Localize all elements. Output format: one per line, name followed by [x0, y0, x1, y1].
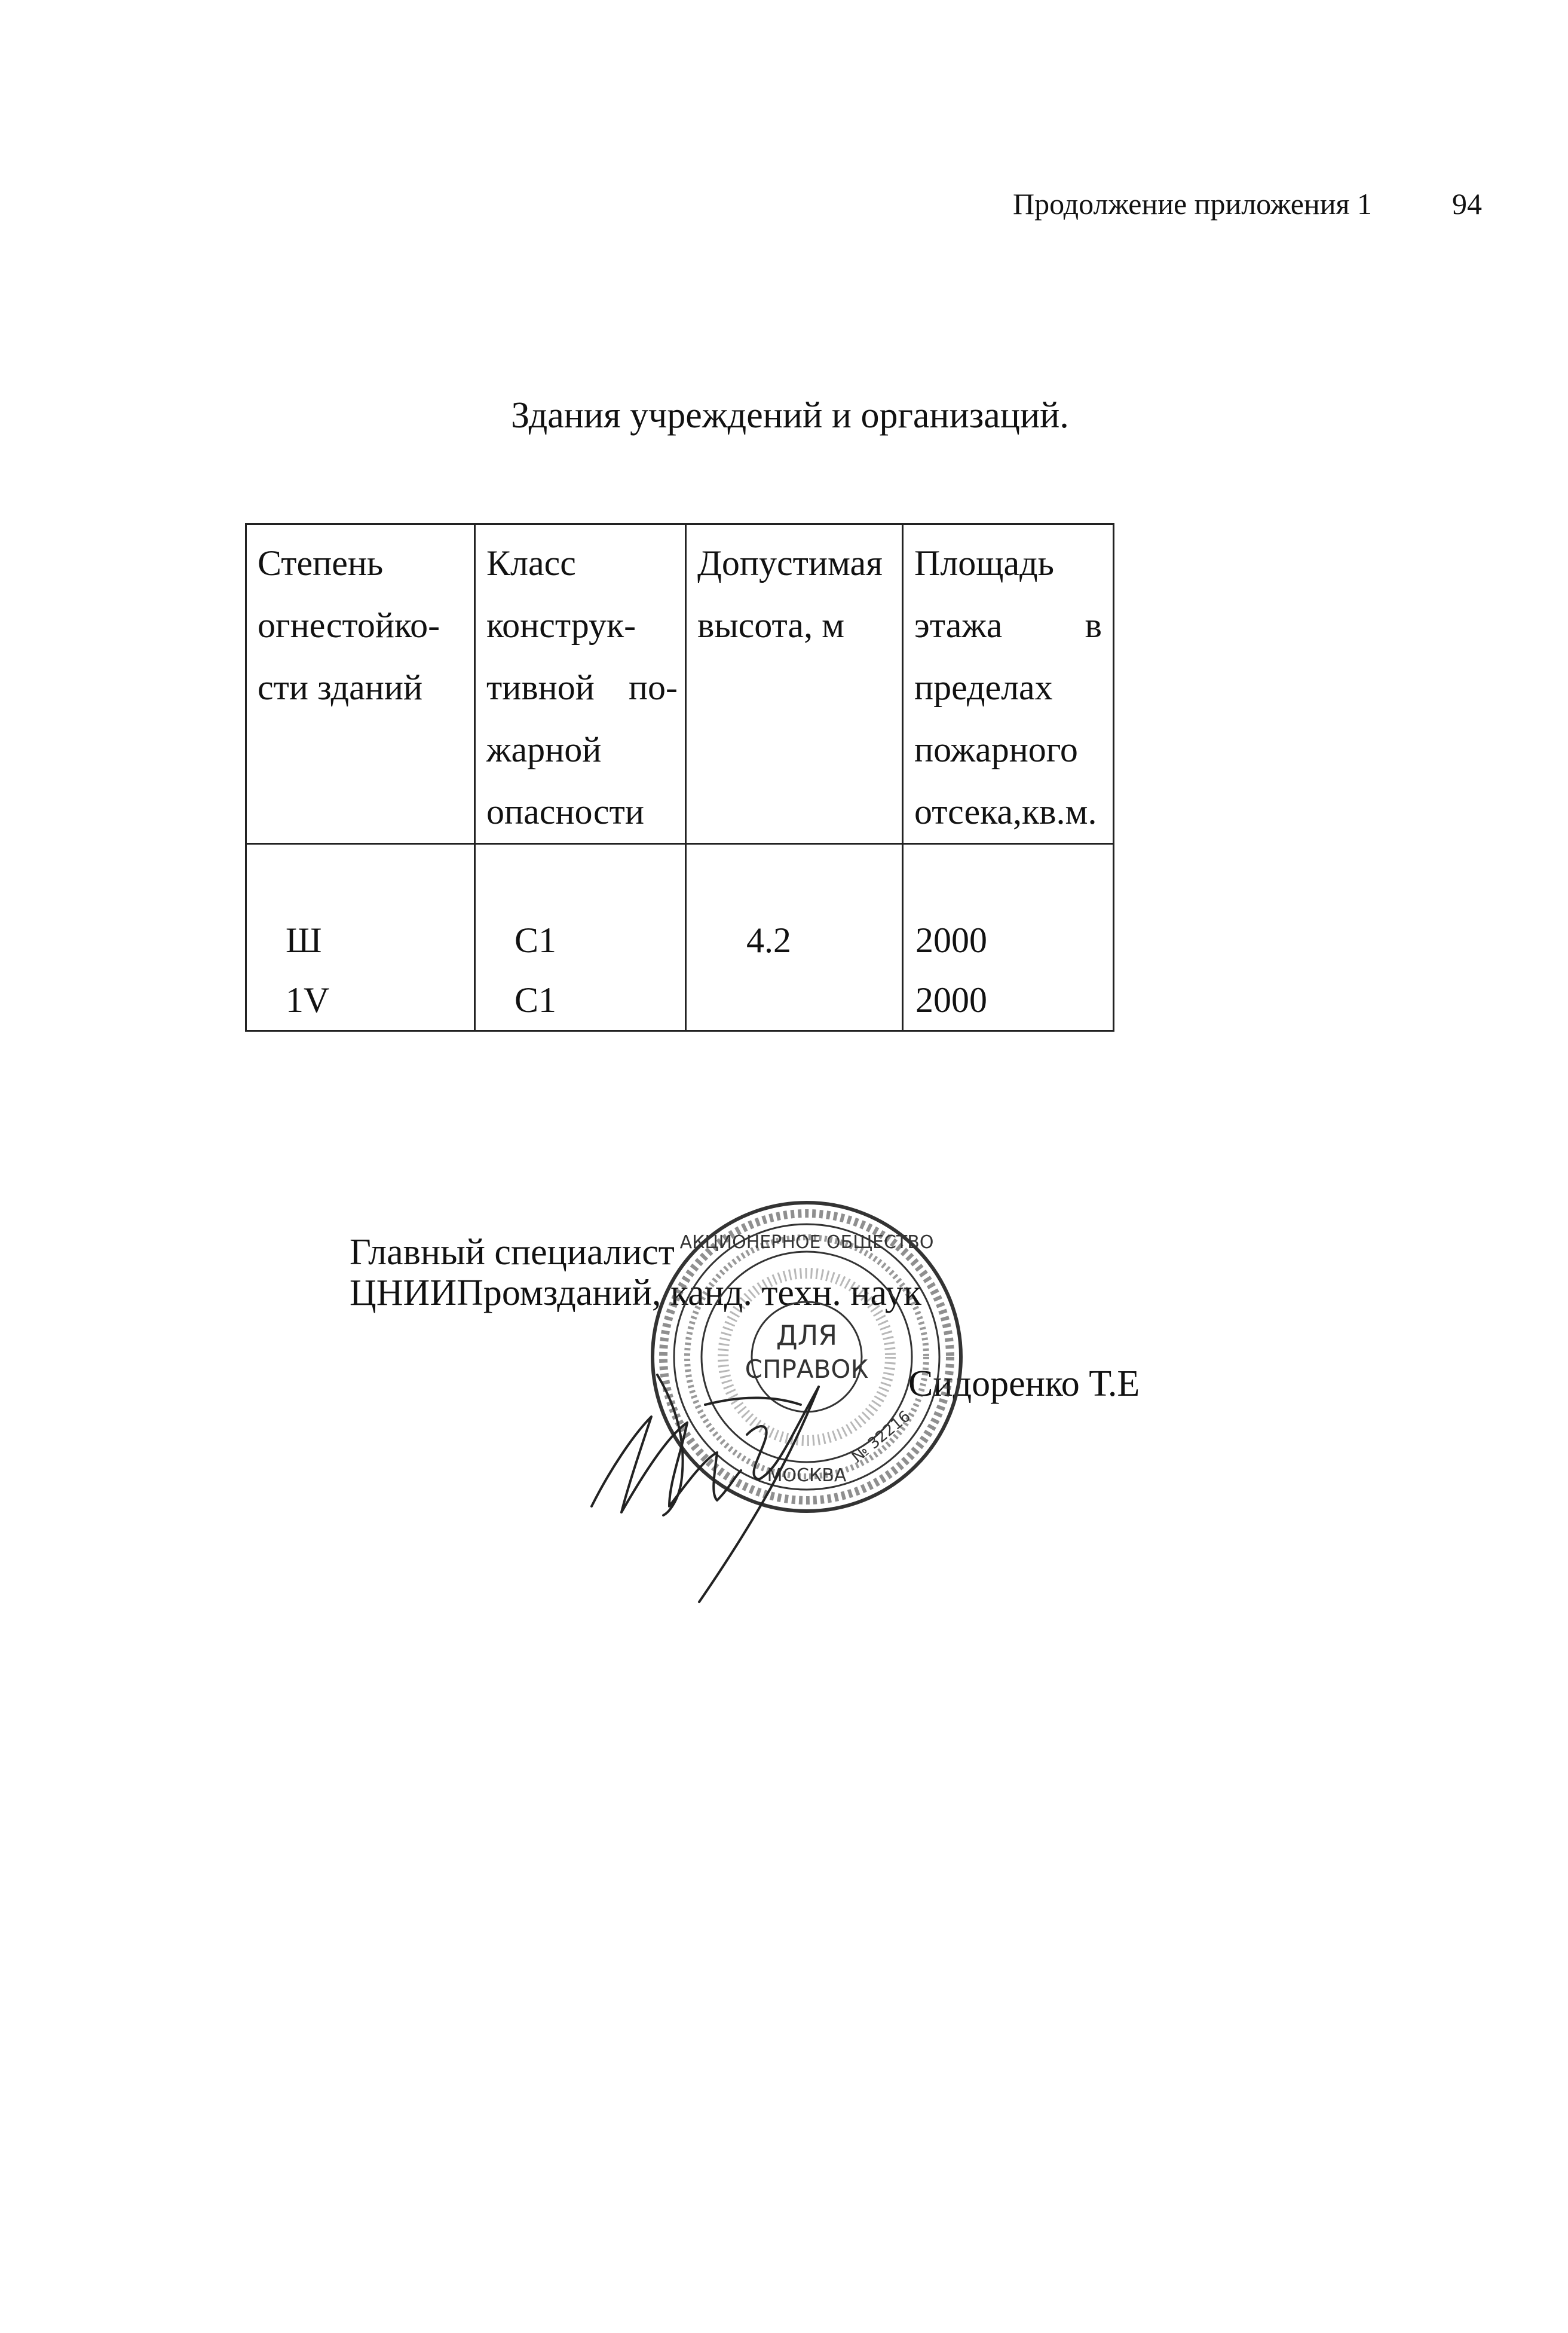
cell-height — [686, 844, 903, 1031]
header-cell-height — [686, 524, 903, 844]
cell-value: Ш — [286, 921, 322, 960]
cell-value: 2000 — [915, 980, 987, 1020]
header-text: Площадь — [914, 543, 1054, 583]
table-header-row — [246, 524, 1114, 844]
header-text-justified — [914, 594, 1102, 656]
header-text: отсека,кв.м. — [914, 792, 1097, 831]
handwritten-signature — [568, 1351, 902, 1614]
cell-fire-resistance — [246, 844, 475, 1031]
header-label: Продолжение приложения 1 — [1013, 187, 1373, 221]
signer-organization: ЦНИИПромзданий, канд. техн. наук — [350, 1273, 921, 1313]
header-text: огнестойко- — [258, 606, 440, 645]
cell-floor-area — [903, 844, 1114, 1031]
header-text: сти зданий — [258, 668, 423, 707]
header-text: тивной — [486, 668, 595, 707]
cell-value: 1V — [286, 980, 330, 1020]
signer-name: Сидоренко Т.Е — [908, 1363, 1140, 1404]
cell-value: 4.2 — [746, 921, 791, 960]
header-text: жарной — [486, 730, 602, 769]
stamp-city: МОСКВА — [767, 1465, 847, 1486]
header-text: конструк- — [486, 606, 636, 645]
header-cell-floor-area — [903, 524, 1114, 844]
header-cell-structural-class — [475, 524, 686, 844]
header-cell-fire-resistance — [246, 524, 475, 844]
header-text: этажа — [914, 606, 1003, 645]
header-text: пожарного — [914, 730, 1078, 769]
cell-structural-class — [475, 844, 686, 1031]
header-text: Допустимая — [697, 543, 883, 583]
header-text: высота, м — [697, 606, 845, 645]
cell-value: С1 — [514, 921, 557, 960]
header-text: пределах — [914, 668, 1053, 707]
header-text: Класс — [486, 543, 576, 583]
document-title: Здания учреждений и организаций. — [511, 395, 1069, 436]
page-number: 94 — [1452, 187, 1482, 221]
table-body-row — [246, 844, 1114, 1031]
stamp-reg-number: № 32216 — [849, 1407, 914, 1467]
stamp-outer-top: АКЦИОНЕРНОЕ ОБЩЕСТВО — [679, 1232, 934, 1253]
cell-value: С1 — [514, 980, 557, 1020]
header-text: опасности — [486, 792, 644, 831]
signer-position: Главный специалист — [350, 1232, 675, 1273]
stamp-center-line2: СПРАВОК — [745, 1354, 869, 1384]
header-text-justified — [486, 656, 678, 718]
header-text: по- — [628, 668, 678, 707]
header-text: в — [1085, 606, 1102, 645]
cell-value: 2000 — [915, 921, 987, 960]
buildings-table — [245, 523, 1114, 1032]
stamp-center-line1: ДЛЯ — [776, 1319, 838, 1352]
header-text: Степень — [258, 543, 384, 583]
